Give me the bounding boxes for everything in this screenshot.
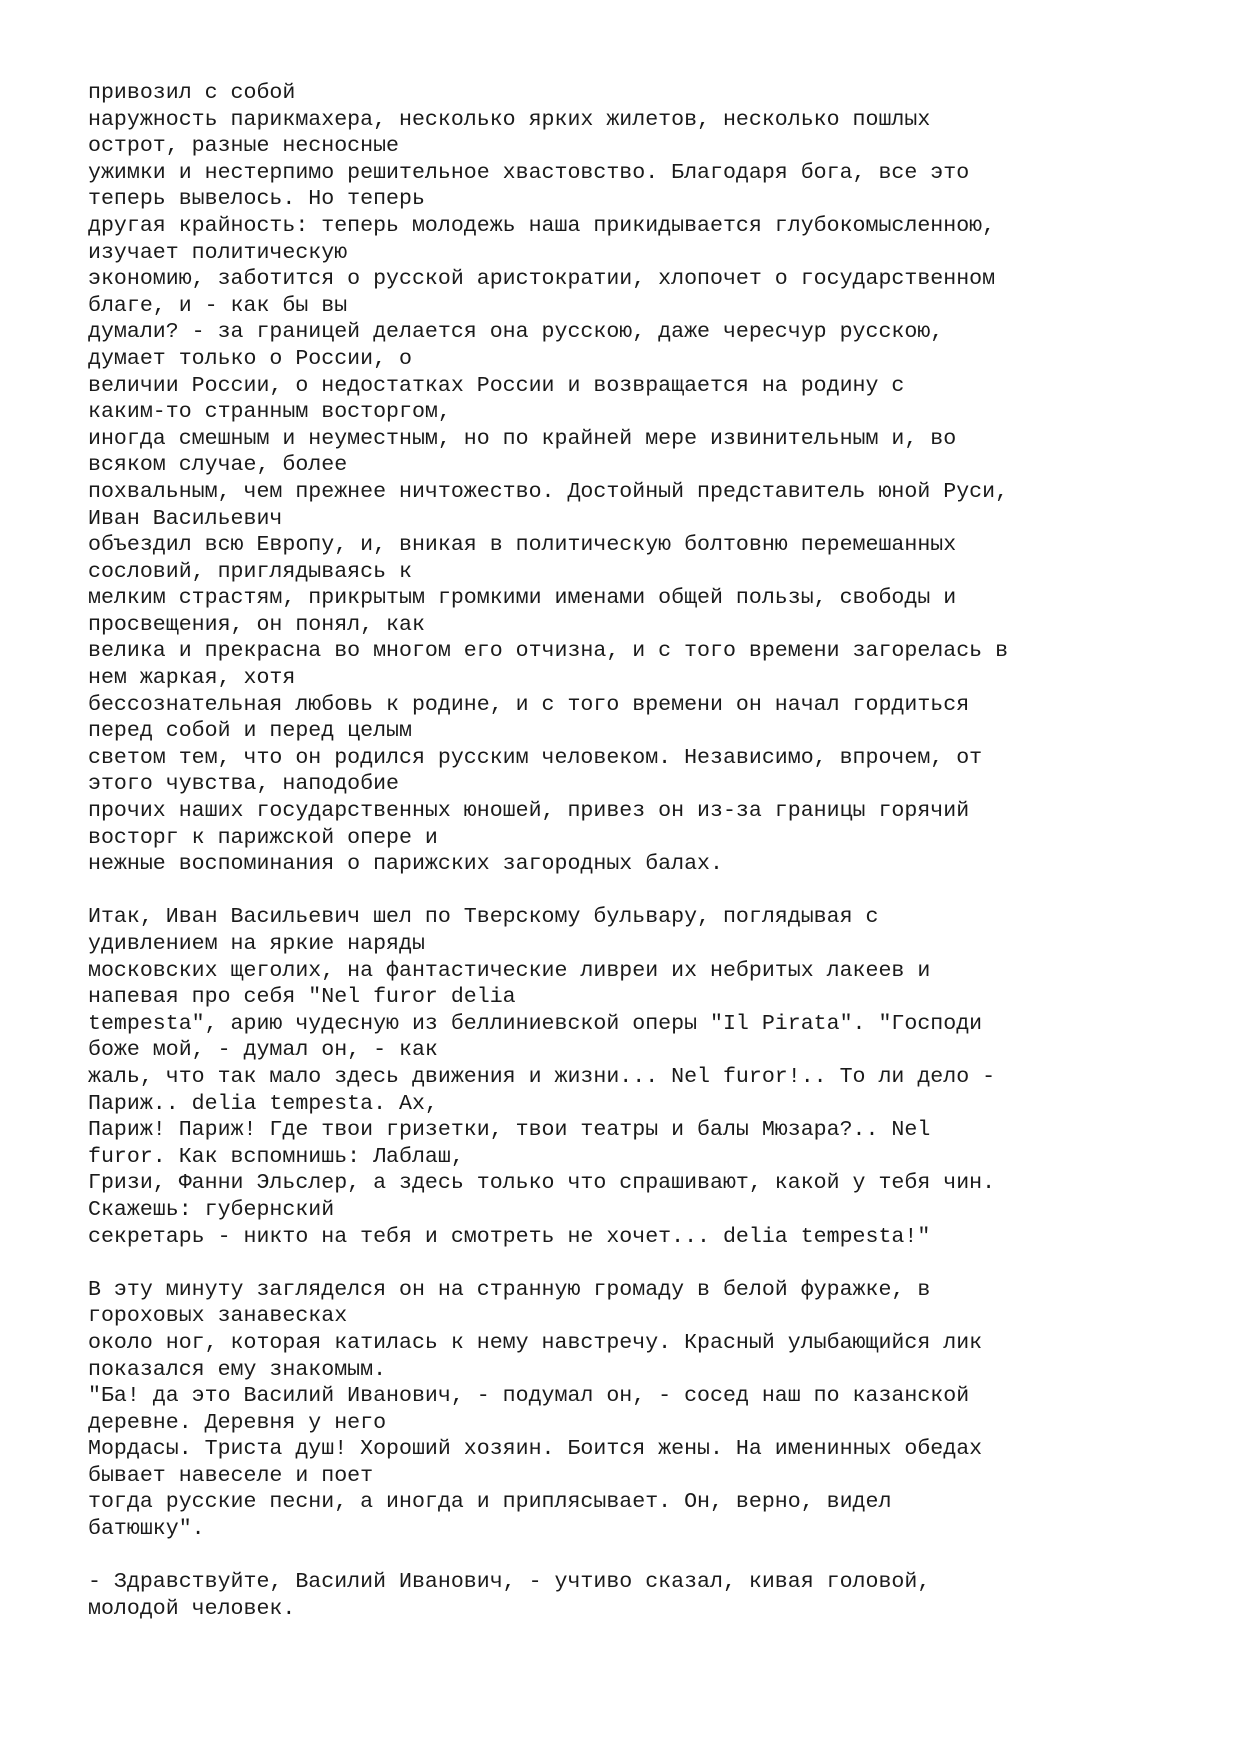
- text-line: нежные воспоминания о парижских загородных балах.: [88, 852, 723, 877]
- text-line: перед собой и перед целым: [88, 719, 412, 744]
- text-line: напевая про себя "Nel furor delia: [88, 985, 516, 1010]
- text-line: Иван Васильевич: [88, 506, 283, 531]
- text-line: бессознательная любовь к родине, и с того времени он начал гордиться: [88, 692, 970, 717]
- text-line: восторг к парижской опере и: [88, 825, 438, 850]
- text-line: другая крайность: теперь молодежь наша прикидывается глубокомысленною,: [88, 213, 996, 238]
- paragraph-gap: [88, 1250, 1208, 1277]
- text-line: гороховых занавесках: [88, 1304, 348, 1329]
- paragraph-gap: [88, 1543, 1208, 1570]
- text-line: Париж.. delia tempesta. Ах,: [88, 1091, 438, 1116]
- text-line: привозил с собой: [88, 81, 296, 105]
- text-line: tempesta", арию чудесную из беллиниевской оперы "Il Pirata". "Господи: [88, 1011, 983, 1036]
- text-line: Скажешь: губернский: [88, 1197, 335, 1222]
- text-line: бывает навеселе и поет: [88, 1463, 374, 1488]
- text-line: Париж! Париж! Где твои гризетки, твои театры и балы Мюзара?.. Nel: [88, 1118, 931, 1143]
- text-line: показался ему знакомым.: [88, 1357, 387, 1382]
- text-line: нем жаркая, хотя: [88, 666, 296, 691]
- text-line: furor. Как вспомнишь: Лаблаш,: [88, 1144, 464, 1169]
- text-line: экономию, заботится о русской аристократии, хлопочет о государственном: [88, 267, 996, 292]
- text-line: около ног, которая катилась к нему навстречу. Красный улыбающийся лик: [88, 1330, 983, 1355]
- text-line: объездил всю Европу, и, вникая в политическую болтовню перемешанных: [88, 533, 957, 558]
- text-line: велика и прекрасна во многом его отчизна, и с того времени загорелась в: [88, 639, 1009, 664]
- text-line: секретарь - никто на тебя и смотреть не хочет... delia tempesta!": [88, 1224, 931, 1249]
- text-line: "Ба! да это Василий Иванович, - подумал он, - сосед наш по казанской: [88, 1384, 970, 1409]
- text-line: острот, разные несносные: [88, 134, 400, 159]
- text-line: этого чувства, наподобие: [88, 772, 400, 797]
- text-line: удивлением на яркие наряды: [88, 932, 425, 956]
- text-line: каким-то странным восторгом,: [88, 400, 451, 425]
- text-line: боже мой, - думал он, - как: [88, 1038, 438, 1063]
- text-line: Гризи, Фанни Эльслер, а здесь только что спрашивают, какой у тебя чин.: [88, 1171, 996, 1196]
- text-line: светом тем, что он родился русским человеком. Независимо, впрочем, от: [88, 745, 983, 770]
- text-line: московских щеголих, на фантастические ливреи их небритых лакеев и: [88, 958, 931, 983]
- text-line: благе, и - как бы вы: [88, 293, 348, 318]
- text-line: деревне. Деревня у него: [88, 1410, 387, 1435]
- text-line: ужимки и нестерпимо решительное хвастовство. Благодаря бога, все это: [88, 160, 970, 185]
- paragraph-3: [88, 1277, 1208, 1543]
- text-line: думает только о России, о: [88, 346, 412, 371]
- paragraph-gap: [88, 878, 1208, 905]
- paragraph-4: [88, 1569, 1208, 1622]
- text-line: всяком случае, более: [88, 453, 348, 478]
- text-line: просвещения, он понял, как: [88, 612, 425, 637]
- paragraph-1: [88, 80, 1208, 878]
- text-line: сословий, приглядываясь к: [88, 559, 412, 584]
- text-line: иногда смешным и неуместным, но по крайней мере извинительным и, во: [88, 426, 957, 451]
- text-line: величии России, о недостатках России и возвращается на родину с: [88, 373, 905, 398]
- text-line: похвальным, чем прежнее ничтожество. Достойный представитель юной Руси,: [88, 479, 1009, 504]
- text-line: В эту минуту загляделся он на странную громаду в белой фуражке, в: [88, 1277, 931, 1302]
- text-line: молодой человек.: [88, 1596, 296, 1621]
- text-line: думали? - за границей делается она русскою, даже чересчур русскою,: [88, 320, 944, 345]
- text-line: прочих наших государственных юношей, привез он из-за границы горячий: [88, 799, 970, 824]
- text-line: - Здравствуйте, Василий Иванович, - учтиво сказал, кивая головой,: [88, 1570, 931, 1595]
- text-line: батюшку".: [88, 1517, 205, 1542]
- document-page: [88, 80, 1208, 1622]
- text-line: Мордасы. Триста душ! Хороший хозяин. Боится жены. На именинных обедах: [88, 1437, 983, 1462]
- text-line: изучает политическую: [88, 240, 348, 265]
- text-line: теперь вывелось. Но теперь: [88, 187, 425, 212]
- paragraph-2: [88, 904, 1208, 1250]
- text-line: мелким страстям, прикрытым громкими именами общей пользы, свободы и: [88, 586, 957, 611]
- text-line: наружность парикмахера, несколько ярких жилетов, несколько пошлых: [88, 107, 931, 132]
- text-line: жаль, что так мало здесь движения и жизни... Nel furor!.. То ли дело -: [88, 1064, 996, 1089]
- text-line: Итак, Иван Васильевич шел по Тверскому бульвару, поглядывая с: [88, 905, 879, 930]
- text-line: тогда русские песни, а иногда и приплясывает. Он, верно, видел: [88, 1490, 892, 1515]
